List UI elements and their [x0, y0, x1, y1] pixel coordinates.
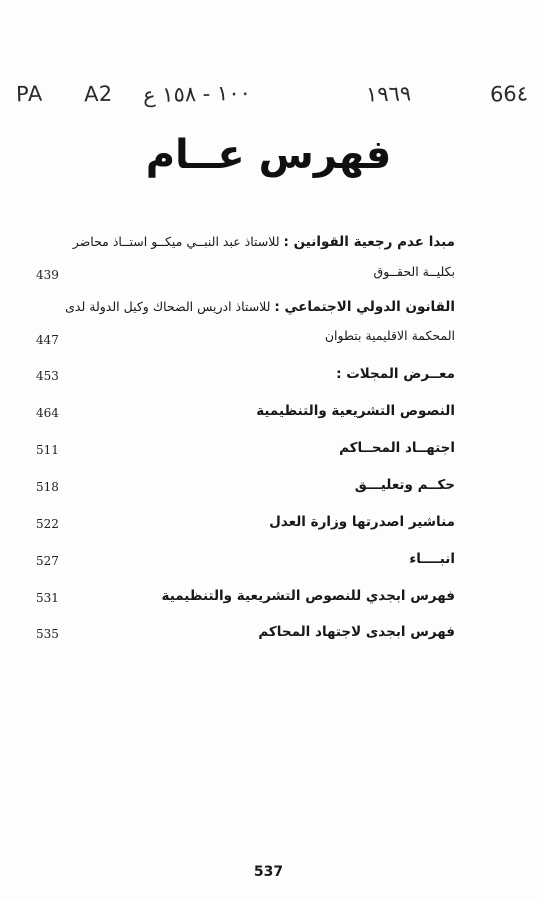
toc-entry-7-page[interactable]: 522: [36, 517, 59, 531]
toc-entry-5-line: [339, 440, 455, 456]
toc-entry-10-title: فهرس ابجدى لاجتهاد المحاكم: [258, 624, 455, 640]
toc-entry-2-author: للاستاذ ادريس الضحاك وكيل الدولة لدى: [65, 299, 275, 314]
toc-entry-3-title: معــرض المجلات :: [336, 366, 455, 382]
handwritten-note-3: ١٠٠ - ١٥٨ ع: [142, 80, 252, 108]
handwritten-note-5: 66٤: [489, 81, 529, 107]
toc-entry-7-title: مناشير اصدرتها وزارة العدل: [269, 514, 455, 530]
toc-entry-5-page[interactable]: 511: [36, 443, 59, 457]
toc-entry-6-page[interactable]: 518: [36, 480, 59, 494]
toc-entry-8-title: انبــــاء: [409, 551, 455, 567]
handwritten-note-4: ١٩٦٩: [365, 81, 412, 107]
page-title: فهرس عــام: [145, 132, 392, 178]
handwritten-note-1: PA: [15, 81, 43, 107]
toc-entry-6-title: حكــم وتعليـــق: [354, 477, 455, 493]
toc-entry-1-title: مبدا عدم رجعية القوانين :: [283, 234, 455, 250]
toc-entry-4-line: [256, 403, 455, 419]
toc-entry-3-line: [336, 366, 455, 382]
toc-entry-4-title: النصوص التشريعية والتنظيمية: [256, 403, 455, 419]
toc-entry-4-page[interactable]: 464: [36, 406, 59, 420]
toc-entry-9-title: فهرس ابجدي للنصوص التشريعية والتنظيمية: [161, 588, 455, 604]
toc-entry-8-page[interactable]: 527: [36, 554, 59, 568]
toc-entry-2-page[interactable]: 447: [36, 333, 59, 347]
toc-entry-5-title: اجتهــاد المحــاكم: [339, 440, 455, 456]
toc-entry-2-line: [65, 299, 455, 315]
toc-entry-10-line: [258, 624, 455, 640]
toc-entry-8-line: [409, 551, 455, 567]
handwritten-note-2: A2: [83, 81, 114, 107]
toc-entry-2-title: القانون الدولي الاجتماعي :: [274, 299, 455, 315]
page-number: 537: [253, 864, 284, 880]
toc-entry-1-continuation: بكليــة الحقــوق: [373, 264, 455, 279]
toc-entry-9-line: [162, 588, 455, 604]
toc-entry-6-line: [355, 477, 455, 493]
toc-entry-3-page[interactable]: 453: [36, 369, 59, 383]
toc-entry-2-continuation: المحكمة الاقليمية بتطوان: [324, 328, 455, 343]
toc-entry-7-line: [269, 514, 455, 530]
toc-entry-9-page[interactable]: 531: [36, 591, 59, 605]
toc-entry-10-page[interactable]: 535: [36, 627, 59, 641]
toc-entry-1-page[interactable]: 439: [36, 268, 59, 282]
toc-entry-1-author: للاستاذ عبد النبــي ميكــو استــاذ محاضر: [72, 234, 284, 249]
toc-entry-1-line: [73, 234, 455, 250]
